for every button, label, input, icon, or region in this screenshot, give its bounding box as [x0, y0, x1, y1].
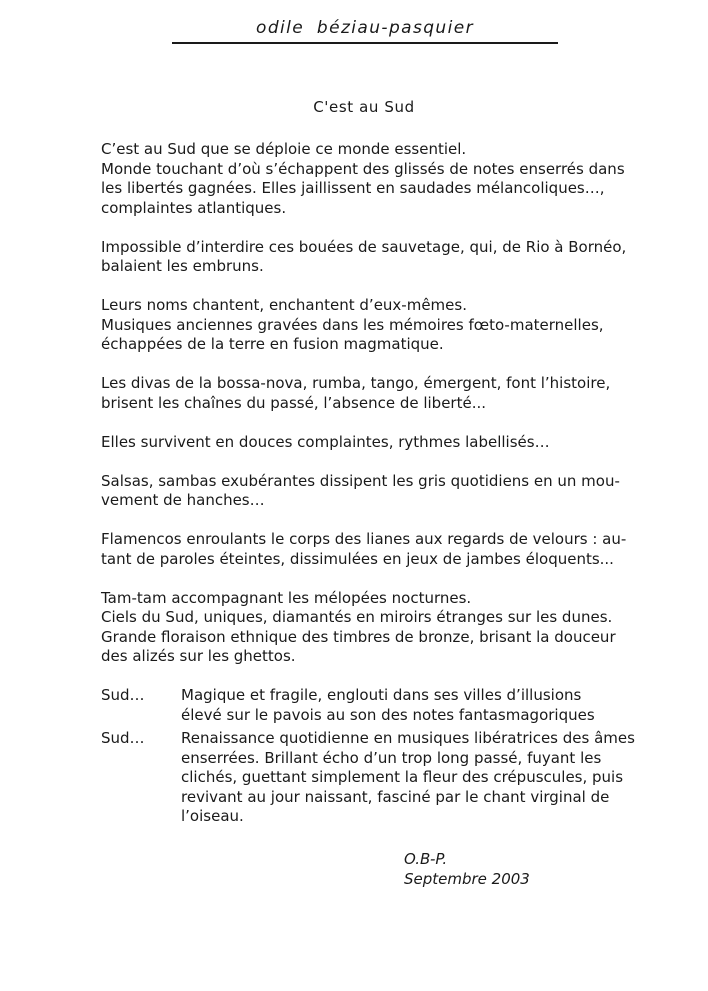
poem-line: l’oiseau.	[181, 807, 244, 825]
signature-block	[404, 850, 530, 889]
stanza	[101, 374, 631, 413]
poem-line: échappées de la terre en fusion magmatique.	[101, 335, 444, 353]
poem-line: Elles survivent en douces complaintes, rythmes labellisés…	[101, 432, 550, 451]
poem-line: Musiques anciennes gravées dans les mémoires fœto-maternelles,	[101, 315, 604, 334]
stanza	[101, 238, 631, 277]
header-divider	[172, 42, 558, 44]
poem-line: Ciels du Sud, uniques, diamantés en miroirs étranges sur les dunes.	[101, 608, 613, 626]
poem-line: Les divas de la bossa-nova, rumba, tango, émergent, font l’histoire,	[101, 374, 611, 392]
poem-line: tant de paroles éteintes, dissimulées en jeux de jambes éloquents...	[101, 549, 614, 568]
poem-line: Monde touchant d’où s’échappent des glissés de notes enserrés dans	[101, 159, 625, 178]
poem-line: brisent les chaînes du passé, l’absence de liberté...	[101, 393, 486, 412]
sud-entry	[101, 686, 631, 725]
stanza	[101, 472, 631, 511]
poem-line: clichés, guettant simplement la fleur des crépuscules, puis	[181, 768, 624, 786]
poem-line: Impossible d’interdire ces bouées de sauvetage, qui, de Rio à Bornéo,	[101, 237, 627, 256]
sud-text	[181, 686, 631, 725]
stanza	[101, 589, 631, 667]
author-name: odile béziau-pasquier	[256, 18, 474, 38]
poem-line: élevé sur le pavois au son des notes fantasmagoriques	[181, 705, 595, 724]
poem-line: balaient les embruns.	[101, 257, 264, 275]
poem-line: des alizés sur les ghettos.	[101, 647, 296, 665]
poem-line: Leurs noms chantent, enchantent d’eux-mêmes.	[101, 296, 467, 314]
stanza	[101, 140, 631, 218]
signature-date: Septembre 2003	[404, 869, 530, 888]
poem-line: Tam-tam accompagnant les mélopées nocturnes.	[101, 588, 472, 607]
signature-initials: O.B-P.	[404, 850, 448, 868]
sud-entry	[101, 729, 635, 827]
sud-label: Sud…	[101, 729, 145, 747]
poem-title: C'est au Sud	[313, 98, 415, 116]
poem-line: Salsas, sambas exubérantes dissipent les gris quotidiens en un mou-	[101, 471, 620, 490]
sud-label: Sud…	[101, 686, 145, 704]
poem-line: Magique et fragile, englouti dans ses villes d’illusions	[181, 686, 582, 704]
poem-line: Flamencos enroulants le corps des lianes aux regards de velours : au-	[101, 530, 627, 548]
poem-line: les libertés gagnées. Elles jaillissent en saudades mélancoliques…,	[101, 179, 605, 197]
sud-text	[181, 729, 635, 827]
stanza	[101, 530, 631, 569]
poem-line: Renaissance quotidienne en musiques libératrices des âmes	[181, 729, 635, 747]
poem-line: revivant au jour naissant, fasciné par le chant virginal de	[181, 787, 610, 806]
poem-line: C’est au Sud que se déploie ce monde essentiel.	[101, 140, 467, 158]
stanza	[101, 296, 631, 355]
stanza	[101, 433, 631, 453]
poem-line: vement de hanches…	[101, 491, 265, 509]
poem-body	[101, 140, 635, 831]
poem-line: enserrées. Brillant écho d’un trop long passé, fuyant les	[181, 748, 602, 767]
poem-line: Grande floraison ethnique des timbres de bronze, brisant la douceur	[101, 627, 616, 646]
poem-line: complaintes atlantiques.	[101, 198, 287, 217]
